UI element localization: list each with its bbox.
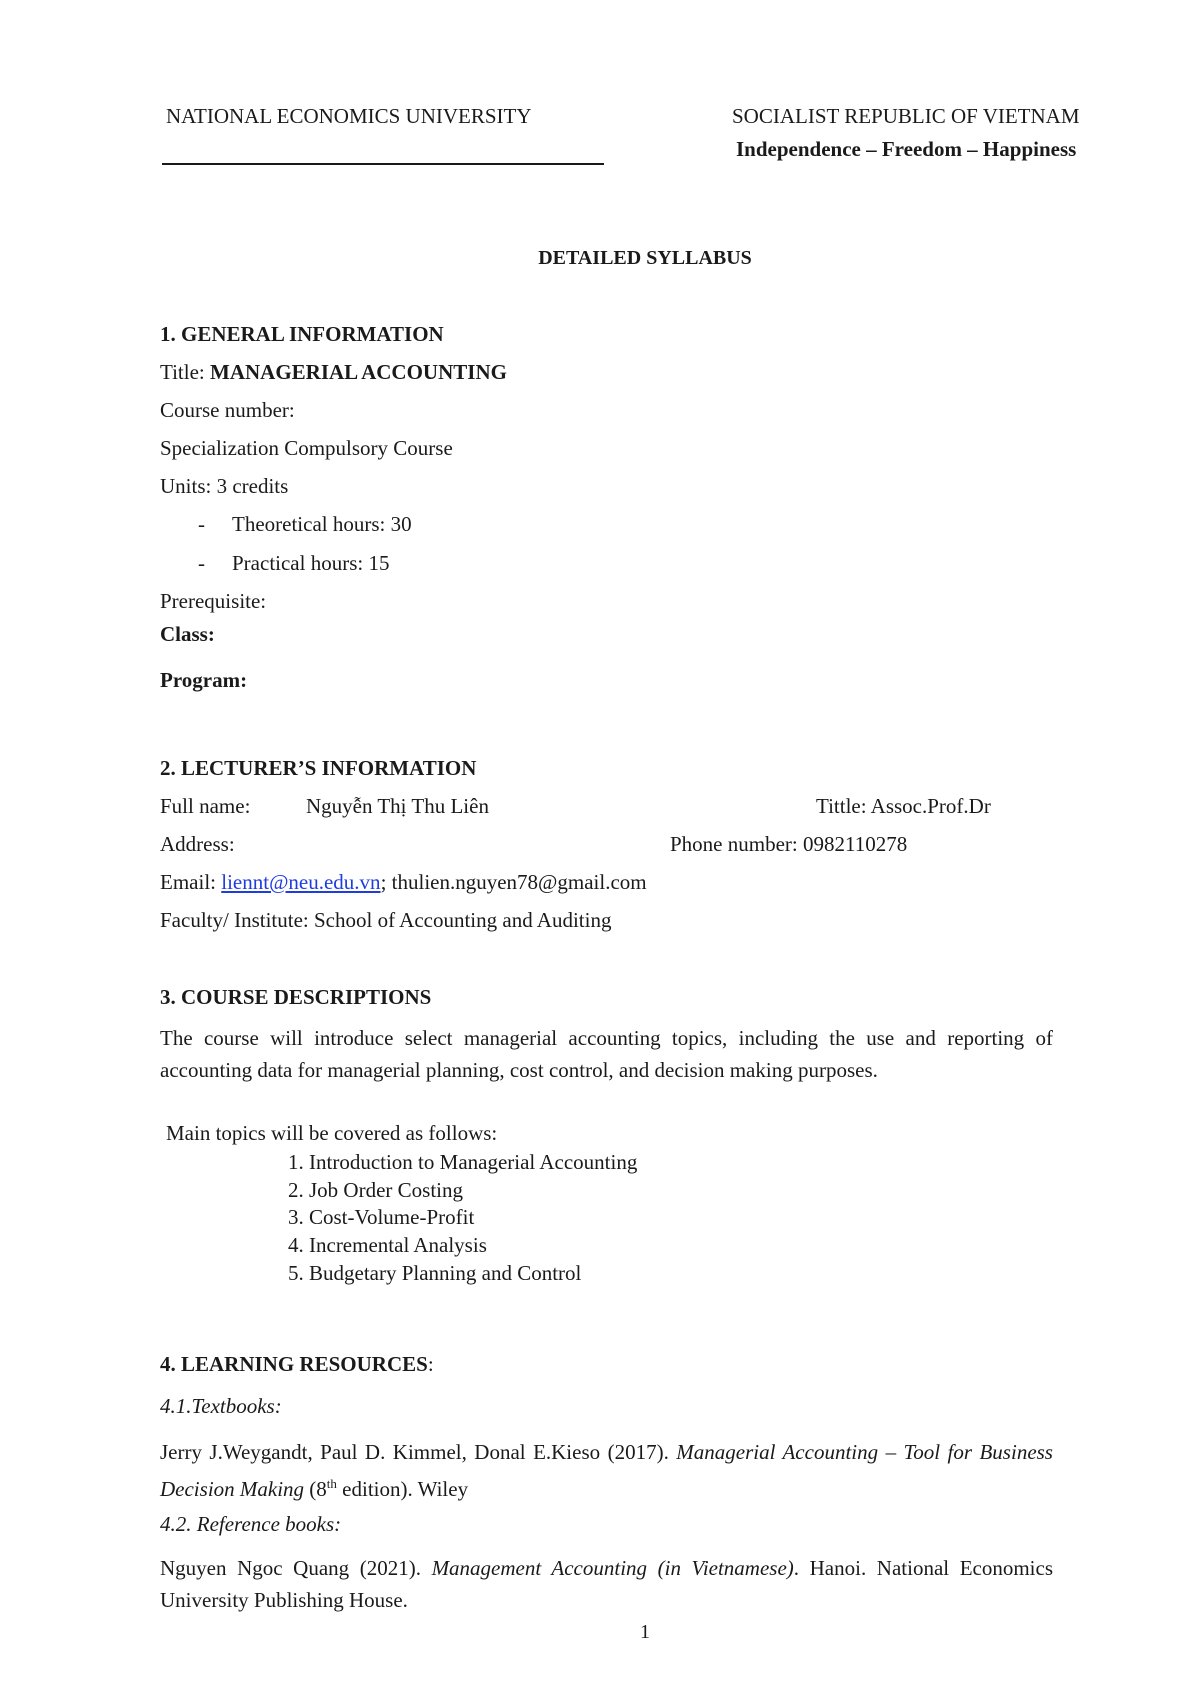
textbook-edition-pre: (8: [304, 1477, 327, 1501]
faculty: Faculty/ Institute: School of Accounting and Auditing: [160, 908, 612, 932]
section-2-heading: 2. LECTURER’S INFORMATION: [160, 756, 477, 780]
reference-heading: 4.2. Reference books:: [160, 1512, 342, 1536]
program-label: Program:: [160, 668, 248, 692]
reference-title: Management Accounting (in Vietnamese): [431, 1556, 794, 1580]
section-4-heading-colon: :: [427, 1352, 434, 1376]
lecturer-title: Tittle: Assoc.Prof.Dr: [816, 794, 991, 818]
course-title-line: [160, 360, 507, 385]
reference-authors: Nguyen Ngoc Quang (2021).: [160, 1556, 432, 1580]
textbook-authors: Jerry J.Weygandt, Paul D. Kimmel, Donal E.Kieso (2017).: [160, 1440, 677, 1464]
theoretical-hours: Theoretical hours: 30: [232, 512, 412, 536]
document-title: DETAILED SYLLABUS: [538, 247, 752, 269]
practical-hours: Practical hours: 15: [232, 551, 390, 575]
course-type: Specialization Compulsory Course: [160, 436, 453, 460]
textbooks-heading: 4.1.Textbooks:: [160, 1394, 282, 1418]
prerequisite: Prerequisite:: [160, 589, 267, 613]
university-underline: [162, 163, 604, 165]
section-3-heading: 3. COURSE DESCRIPTIONS: [160, 985, 432, 1009]
email-line: [160, 870, 647, 895]
email-label: Email:: [160, 870, 222, 894]
email-link[interactable]: liennt@neu.edu.vn: [221, 870, 381, 894]
section-1-heading: 1. GENERAL INFORMATION: [160, 322, 444, 346]
reference-rest: . Hanoi. National Economics University Publishing House.: [160, 1556, 1054, 1612]
full-name-label: Full name:: [160, 794, 251, 818]
full-name-value: Nguyễn Thị Thu Liên: [306, 794, 489, 818]
course-description: The course will introduce select managerial accounting topics, including the use and reporting of accounting data for managerial planning, cost control, and decision making purposes.: [160, 1026, 1053, 1082]
topics-intro: Main topics will be covered as follows:: [166, 1121, 498, 1145]
textbook-edition-post: edition). Wiley: [336, 1477, 469, 1501]
phone-number: Phone number: 0982110278: [670, 832, 908, 856]
course-units: Units: 3 credits: [160, 474, 289, 498]
topic-item: 1. Introduction to Managerial Accounting: [288, 1150, 638, 1174]
class-label: Class:: [160, 622, 215, 646]
page-number: 1: [640, 1621, 650, 1643]
course-number: Course number:: [160, 398, 295, 422]
address-label: Address:: [160, 832, 235, 856]
course-title-label: Title:: [160, 360, 210, 384]
topic-item: 5. Budgetary Planning and Control: [288, 1261, 582, 1285]
textbook-edition-sup: th: [326, 1476, 337, 1491]
course-title-value: MANAGERIAL ACCOUNTING: [210, 360, 507, 384]
textbook-citation: [160, 1436, 1053, 1505]
bullet-dash: -: [198, 551, 205, 575]
bullet-dash: -: [198, 512, 205, 536]
university-name: NATIONAL ECONOMICS UNIVERSITY: [166, 104, 532, 128]
country-name: SOCIALIST REPUBLIC OF VIETNAM: [732, 104, 1080, 128]
topic-item: 2. Job Order Costing: [288, 1178, 463, 1202]
section-4-heading-line: [160, 1352, 434, 1377]
email-secondary: ; thulien.nguyen78@gmail.com: [380, 870, 647, 894]
topic-item: 4. Incremental Analysis: [288, 1233, 487, 1257]
textbook-title: Managerial Accounting – Tool for Business Decision Making: [160, 1440, 1053, 1501]
national-motto: Independence – Freedom – Happiness: [736, 137, 1077, 161]
reference-citation: [160, 1552, 1053, 1616]
topic-item: 3. Cost-Volume-Profit: [288, 1205, 475, 1229]
section-4-heading: 4. LEARNING RESOURCES: [160, 1352, 428, 1376]
